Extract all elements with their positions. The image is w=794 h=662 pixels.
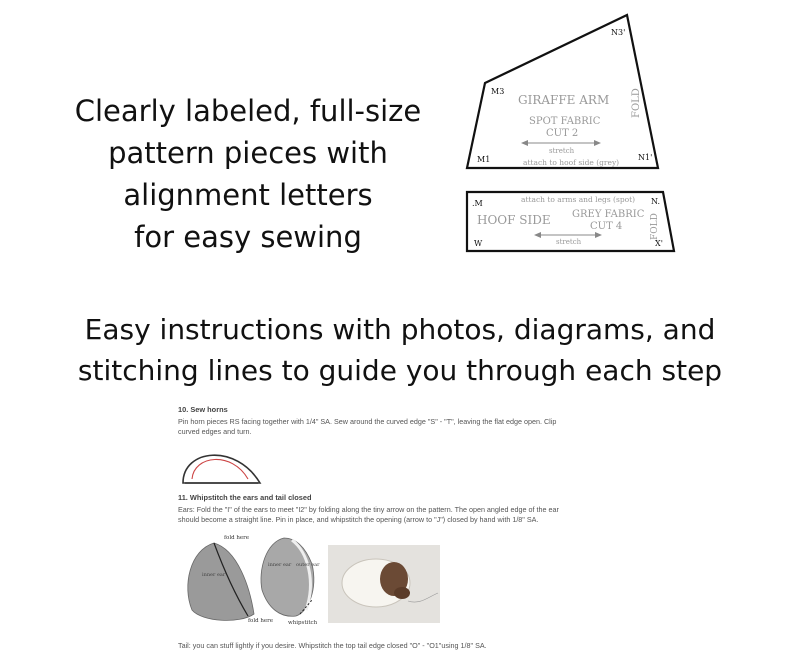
hoof-side-cut: CUT 4 xyxy=(590,221,623,232)
step-11-text: Ears: Fold the "I" of the ears to meet "I2" by folding along the tiny arrow on the pattern. The open angled edge of the ear should become a straight line. Pin in place, and whipstitch the opening (arrow to "J") closed by hand with 1/8" SA. xyxy=(178,505,559,524)
pattern-pieces xyxy=(455,10,695,255)
headline-mid-line-2: stitching lines to guide you through each step xyxy=(77,354,723,387)
mark-n1: N1' xyxy=(638,153,653,162)
tail-text: Tail: you can stuff lightly if you desire. Whipstitch the top tail edge closed "O" - "O1"using 1/8" SA. xyxy=(178,641,487,650)
headline-top-line-3: alignment letters xyxy=(123,178,373,212)
step-11-title: 11. Whipstitch the ears and tail closed xyxy=(178,493,312,502)
headline-top-line-4: for easy sewing xyxy=(134,220,362,254)
ear-photo xyxy=(328,545,440,623)
giraffe-arm-fold: FOLD xyxy=(631,88,642,118)
mark-n: N. xyxy=(651,197,661,206)
mark-m3: M3 xyxy=(491,87,505,96)
hoof-side-fabric: GREY FABRIC xyxy=(572,209,645,220)
headline-top xyxy=(52,90,444,258)
mark-x: X' xyxy=(655,239,663,248)
hoof-side-edge-note: attach to arms and legs (spot) xyxy=(521,195,636,204)
fabric-spot xyxy=(394,587,410,599)
mark-n3: N3' xyxy=(611,28,626,37)
hoof-side-title: HOOF SIDE xyxy=(477,213,551,227)
label-whipstitch: whipstitch xyxy=(288,620,318,626)
instructions-excerpt xyxy=(178,405,586,655)
ear-right-shape xyxy=(261,538,314,616)
headline-mid-line-1: Easy instructions with photos, diagrams, and xyxy=(84,313,716,346)
label-fold-here-bottom: fold here xyxy=(248,618,274,624)
label-outer-ear: outer ear xyxy=(296,562,320,568)
label-inner-ear-left: inner ear xyxy=(202,572,226,578)
hoof-side-stretch-label: stretch xyxy=(556,238,582,246)
headline-top-line-1: Clearly labeled, full-size xyxy=(74,94,422,128)
giraffe-arm-cut: CUT 2 xyxy=(546,128,579,139)
giraffe-arm-stretch-label: stretch xyxy=(549,147,575,155)
giraffe-arm-edge-note: attach to hoof side (grey) xyxy=(523,158,620,167)
mark-w: W xyxy=(474,239,483,248)
horn-diagram xyxy=(180,441,264,487)
step-10-text: Pin horn pieces RS facing together with 1/4" SA. Sew around the curved edge "S" - "T", leaving the flat edge open. Clip curved edges and turn. xyxy=(178,417,557,436)
headline-mid xyxy=(20,309,780,391)
mark-m1: M1 xyxy=(477,155,491,164)
mark-m: .M xyxy=(472,199,483,208)
label-fold-here-top: fold here xyxy=(224,535,250,541)
hoof-side-fold: FOLD xyxy=(650,213,660,240)
headline-top-line-2: pattern pieces with xyxy=(108,136,388,170)
giraffe-arm-fabric: SPOT FABRIC xyxy=(529,116,601,127)
label-inner-ear-right: inner ear xyxy=(268,562,292,568)
step-10-title: 10. Sew horns xyxy=(178,405,228,414)
giraffe-arm-title: GIRAFFE ARM xyxy=(518,93,610,107)
ear-diagram xyxy=(184,530,324,626)
